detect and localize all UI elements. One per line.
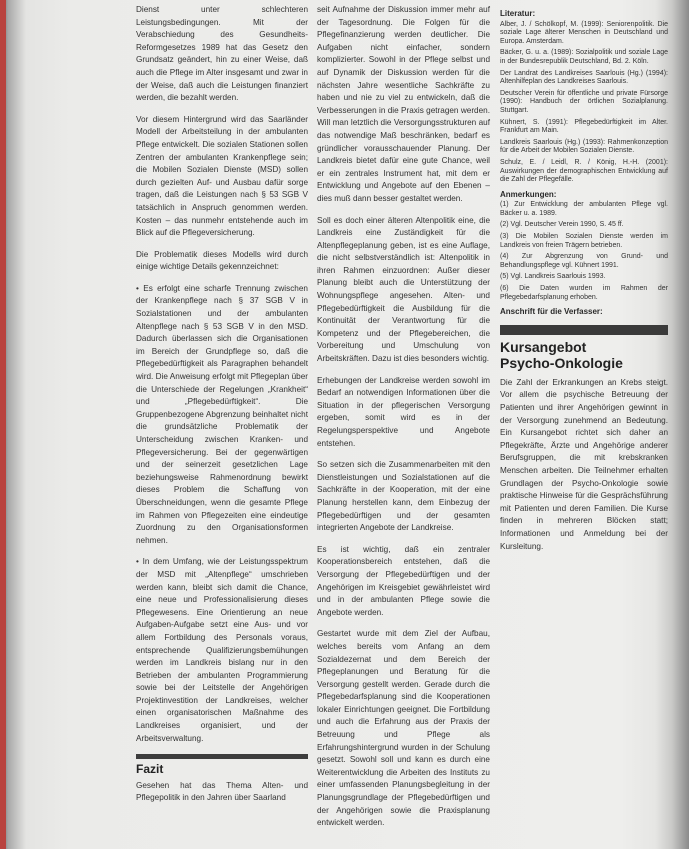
note-item: (3) Die Mobilen Sozialen Dienste werden im Landkreis von freien Trägern betrieben.	[500, 233, 668, 249]
reference-item: Kühnert, S. (1991): Pflegebedürftigkeit im Alter. Frankfurt am Main.	[500, 118, 668, 135]
text-column-3	[500, 4, 668, 556]
fazit-paragraph: Gesehen hat das Thema Alten- und Pflegepolitik in den Jahren über Saarland	[136, 780, 308, 803]
reference-item: Landkreis Saarlouis (Hg.) (1993): Rahmenkonzeption für die Arbeit der Mobilen Sozialen Dienste.	[500, 138, 668, 155]
reference-item: Deutscher Verein für öffentliche und private Fürsorge (1990): Handbuch der örtlichen Sozialplanung. Stuttgart.	[500, 89, 668, 114]
note-item: (5) Vgl. Landkreis Saarlouis 1993.	[500, 273, 606, 281]
paragraph: Es ist wichtig, daß ein zentraler Kooperationsbereich entstehen, daß die Versorgung der Pflegebedürftigen und der Angehörigen im Kreisgebiet gewährleistet wird und in der ambulanten Pflege sowie die Angebote werden.	[317, 544, 490, 617]
paragraph: Gestartet wurde mit dem Ziel der Aufbau, welches bereits vom Anfang an dem Sozialdezernat und dem Bereich der Pflegeplanungen und Beratung für die Versorgung gestellt werden. Gerade durch die Pflegebedarfsplanung sind die Kooperationen lokaler Einrichtungen geeignet. Die Fortbildung und auch die Erfahrung aus der Praxis der Betreuung und Pflege als Erfahrungshintergrund wurden in der Schulung gesetzt. Sowohl soll und kann es durch eine Weiterentwicklung die Arbeiten des Instituts zu einer umfassenden Planungsbegleitung in der Planungsgrundlage der Pflegebedürftigen und der Angehörigen sowie die Praxisplanung entwickelt werden.	[317, 629, 490, 828]
note-item: (2) Vgl. Deutscher Verein 1990, S. 45 ff.	[500, 221, 624, 229]
kurs-paragraph: Die Zahl der Erkrankungen an Krebs steigt. Vor allem die psychische Betreuung der Patienten und ihrer Angehörigen gewinnt in der Versorgung zunehmend an Bedeutung. Ein Kursangebot richtet sich daher an Pflegekräfte, Ärzte und Angehörige anderer Berufsgruppen, die mit krebskranken Menschen arbeiten. Die Teilnehmer erhalten Grundlagen der Psycho-Onkologie sowie praktische Hinweise für die Gesprächsführung mit Patienten und deren Familien. Die Kurse finden in mehreren Blöcken statt; Informationen und Anmeldung bei der Kursleitung.	[500, 377, 668, 551]
note-item: (4) Zur Abgrenzung von Grund- und Behandlungspflege vgl. Kühnert 1991.	[500, 253, 668, 269]
paragraph: So setzen sich die Zusammenarbeiten mit den Dienstleistungen und Sozialstationen auf die Sachkräfte in der Kooperation, mit der eine Planung herstellen kann, dem Einbezug der Pflegebedürftigen und der gesamten integrierten Angebote der Landkreise.	[317, 460, 490, 533]
paragraph: Die Problematik dieses Modells wird durch einige wichtige Details gekennzeichnet:	[136, 249, 308, 272]
section-divider	[500, 325, 668, 335]
literatur-heading: Literatur:	[500, 9, 536, 18]
anmerkungen-heading: Anmerkungen:	[500, 189, 557, 199]
paragraph: Dienst unter schlechteren Leistungsbedingungen. Mit der Verabschiedung des Gesundheits-Reformgesetzes 1989 hat das Gesetz den Grundsatz geändert, hin zu einer Weise, daß auch die Pflege im Alter insgesamt und zwar in der Weise, daß auch die Leistungen finanziert werden, die bezahlt werden.	[136, 5, 308, 103]
text-column-1	[136, 4, 308, 814]
kurs-heading	[500, 339, 668, 371]
anschrift-heading: Anschrift für die Verfasser:	[500, 307, 603, 317]
binding-spine	[0, 0, 6, 849]
fazit-heading: Fazit	[136, 762, 164, 777]
note-item: (1) Zur Entwicklung der ambulanten Pflege vgl. Bäcker u. a. 1989.	[500, 201, 668, 217]
reference-item: Der Landrat des Landkreises Saarlouis (Hg.) (1994): Altenhilfeplan des Landkreises Saarlouis.	[500, 69, 668, 86]
reference-item: Alber, J. / Schölkopf, M. (1999): Seniorenpolitik. Die soziale Lage älterer Menschen in Deutschland und Europa. Amsterdam.	[500, 20, 668, 45]
reference-item: Bäcker, G. u. a. (1989): Sozialpolitik und soziale Lage in der Bundesrepublik Deutschland, Bd. 2. Köln.	[500, 49, 668, 65]
kurs-heading-line: Kursangebot	[500, 338, 587, 355]
note-item: (6) Die Daten wurden im Rahmen der Pflegebedarfsplanung erhoben.	[500, 285, 668, 301]
bullet-paragraph: • Es erfolgt eine scharfe Trennung zwischen der Krankenpflege nach § 37 SGB V in Sozialstationen und der ambulanten Altenpflege nach § 53 SGB V in den MSD. Dadurch überlassen sich die Organisationen im Bereich der Grundpflege so, daß die Pflegebedürftigkeit als Paragraphen behandelt wird. Die Anweisung erfolgt mit Pflegeplan über die Unterschiede der Regelungen „Krankheit“ und „Pflegebedürftigkeit“. Die Gruppenbezogene Abgrenzung beinhaltet nicht die grundsätzliche Problematik der Unterscheidung zwischen Kranken- und Pflegeversicherung. Bei der gegenwärtigen und der seinerzeit gesetzlichen Lage beziehungsweise Rahmenordnung bewirkt dieses Problem die Schaffung von Überschneidungen, wenn die gesamte Pflege im Rahmen von Pflegezeiten eine eindeutige Zuordnung zu den Organisationsformen nehmen.	[136, 283, 308, 547]
paragraph: seit Aufnahme der Diskussion immer mehr auf der Tagesordnung. Die Folgen für die Pflegefinanzierung werden deutlicher. Die Aufgaben nicht einfacher, sondern komplizierter. Sowohl in der Pflege selbst und auf Dynamik der Diskussion werden für die nächsten Jahre wesentliche Sachkräfte zu haben und nie zu viel zu entwickeln, daß die Verbesserungen in die Praxis getragen werden. Will man letztlich die Versorgungsstrukturen auf das notwendige Maß beschränken, bedarf es gründlicher vorausschauender Planung. Der Landkreis bietet dafür eine gute Chance, weil er ein zentrales Instrument hat, mit dem er Entwicklung und Angebote auf den Ebenen – dies muß dann besser gestaltet werden.	[317, 5, 490, 203]
reference-item: Schulz, E. / Leidl, R. / König, H.-H. (2001): Auswirkungen der demographischen Entwicklung auf die Zahl der Pflegefälle.	[500, 158, 668, 184]
kurs-heading-line: Psycho-Onkologie	[500, 354, 623, 371]
paragraph: Vor diesem Hintergrund wird das Saarländer Modell der Arbeitsteilung in der ambulanten Pflege entwickelt. Die sozialen Stationen sollen Zentren der ambulanten Krankenpflege sein; die Mobilen Sozialen Dienste (MSD) sollen durch gezielten Auf- und Ausbau dafür sorge tragen, daß die Leistungen nach § 53 SGB V tatsächlich in Anspruch genommen werden. Kosten – das nunmehr entstehende auch im Blick auf die Pflegeversicherung.	[136, 114, 308, 238]
paragraph: Soll es doch einer älteren Altenpolitik eine, die Landkreis eine Zuständigkeit für die Altenpflegeplanung geben, ist es eine Auflage, die nicht selbstverständlich ist: Altenpolitik in ihren Rahmen einzuordnen: Außer dieser Planung bleibt auch die Unterstützung der Wohnungspflege angesehen. Alten- und Pflegebedürftigkeit die Ausbildung für die Kontinuität der Verantwortung für die Kompetenz und der Pflegebereichen, die Vorbereitung und Umschulung von Arbeitskräften. Dazu ist dies besonders wichtig.	[317, 215, 490, 364]
paragraph: Erhebungen der Landkreise werden sowohl im Bedarf an notwendigen Informationen über die Situation in der pflegerischen Versorgung ergeben, somit wird es in der Regelungsperspektive und Angebote entstehen.	[317, 375, 490, 448]
text-column-2	[317, 4, 490, 839]
section-divider	[136, 754, 308, 759]
bullet-paragraph: • In dem Umfang, wie der Leistungsspektrum der MSD mit „Altenpflege“ umschrieben werden kann, bleibt sich damit die Chance, eine neue und Professionalisierung dieses Pflegewesens. Eine Orientierung an neue Aufgaben-Aufgabe setzt eine Aus- und vor allem Fortbildung des Personals voraus, entsprechende Qualifizierungsbemühungen werden im Landkreis bislang nur in den Betrieben der ambulanten Programmierung sowie bei der Leitstelle der Angehörigen Projektinvestition der Landkreises, welcher einen organisatorischen Maßnahme des Landkreises organisiert, und der Arbeitsverwaltung.	[136, 556, 308, 745]
